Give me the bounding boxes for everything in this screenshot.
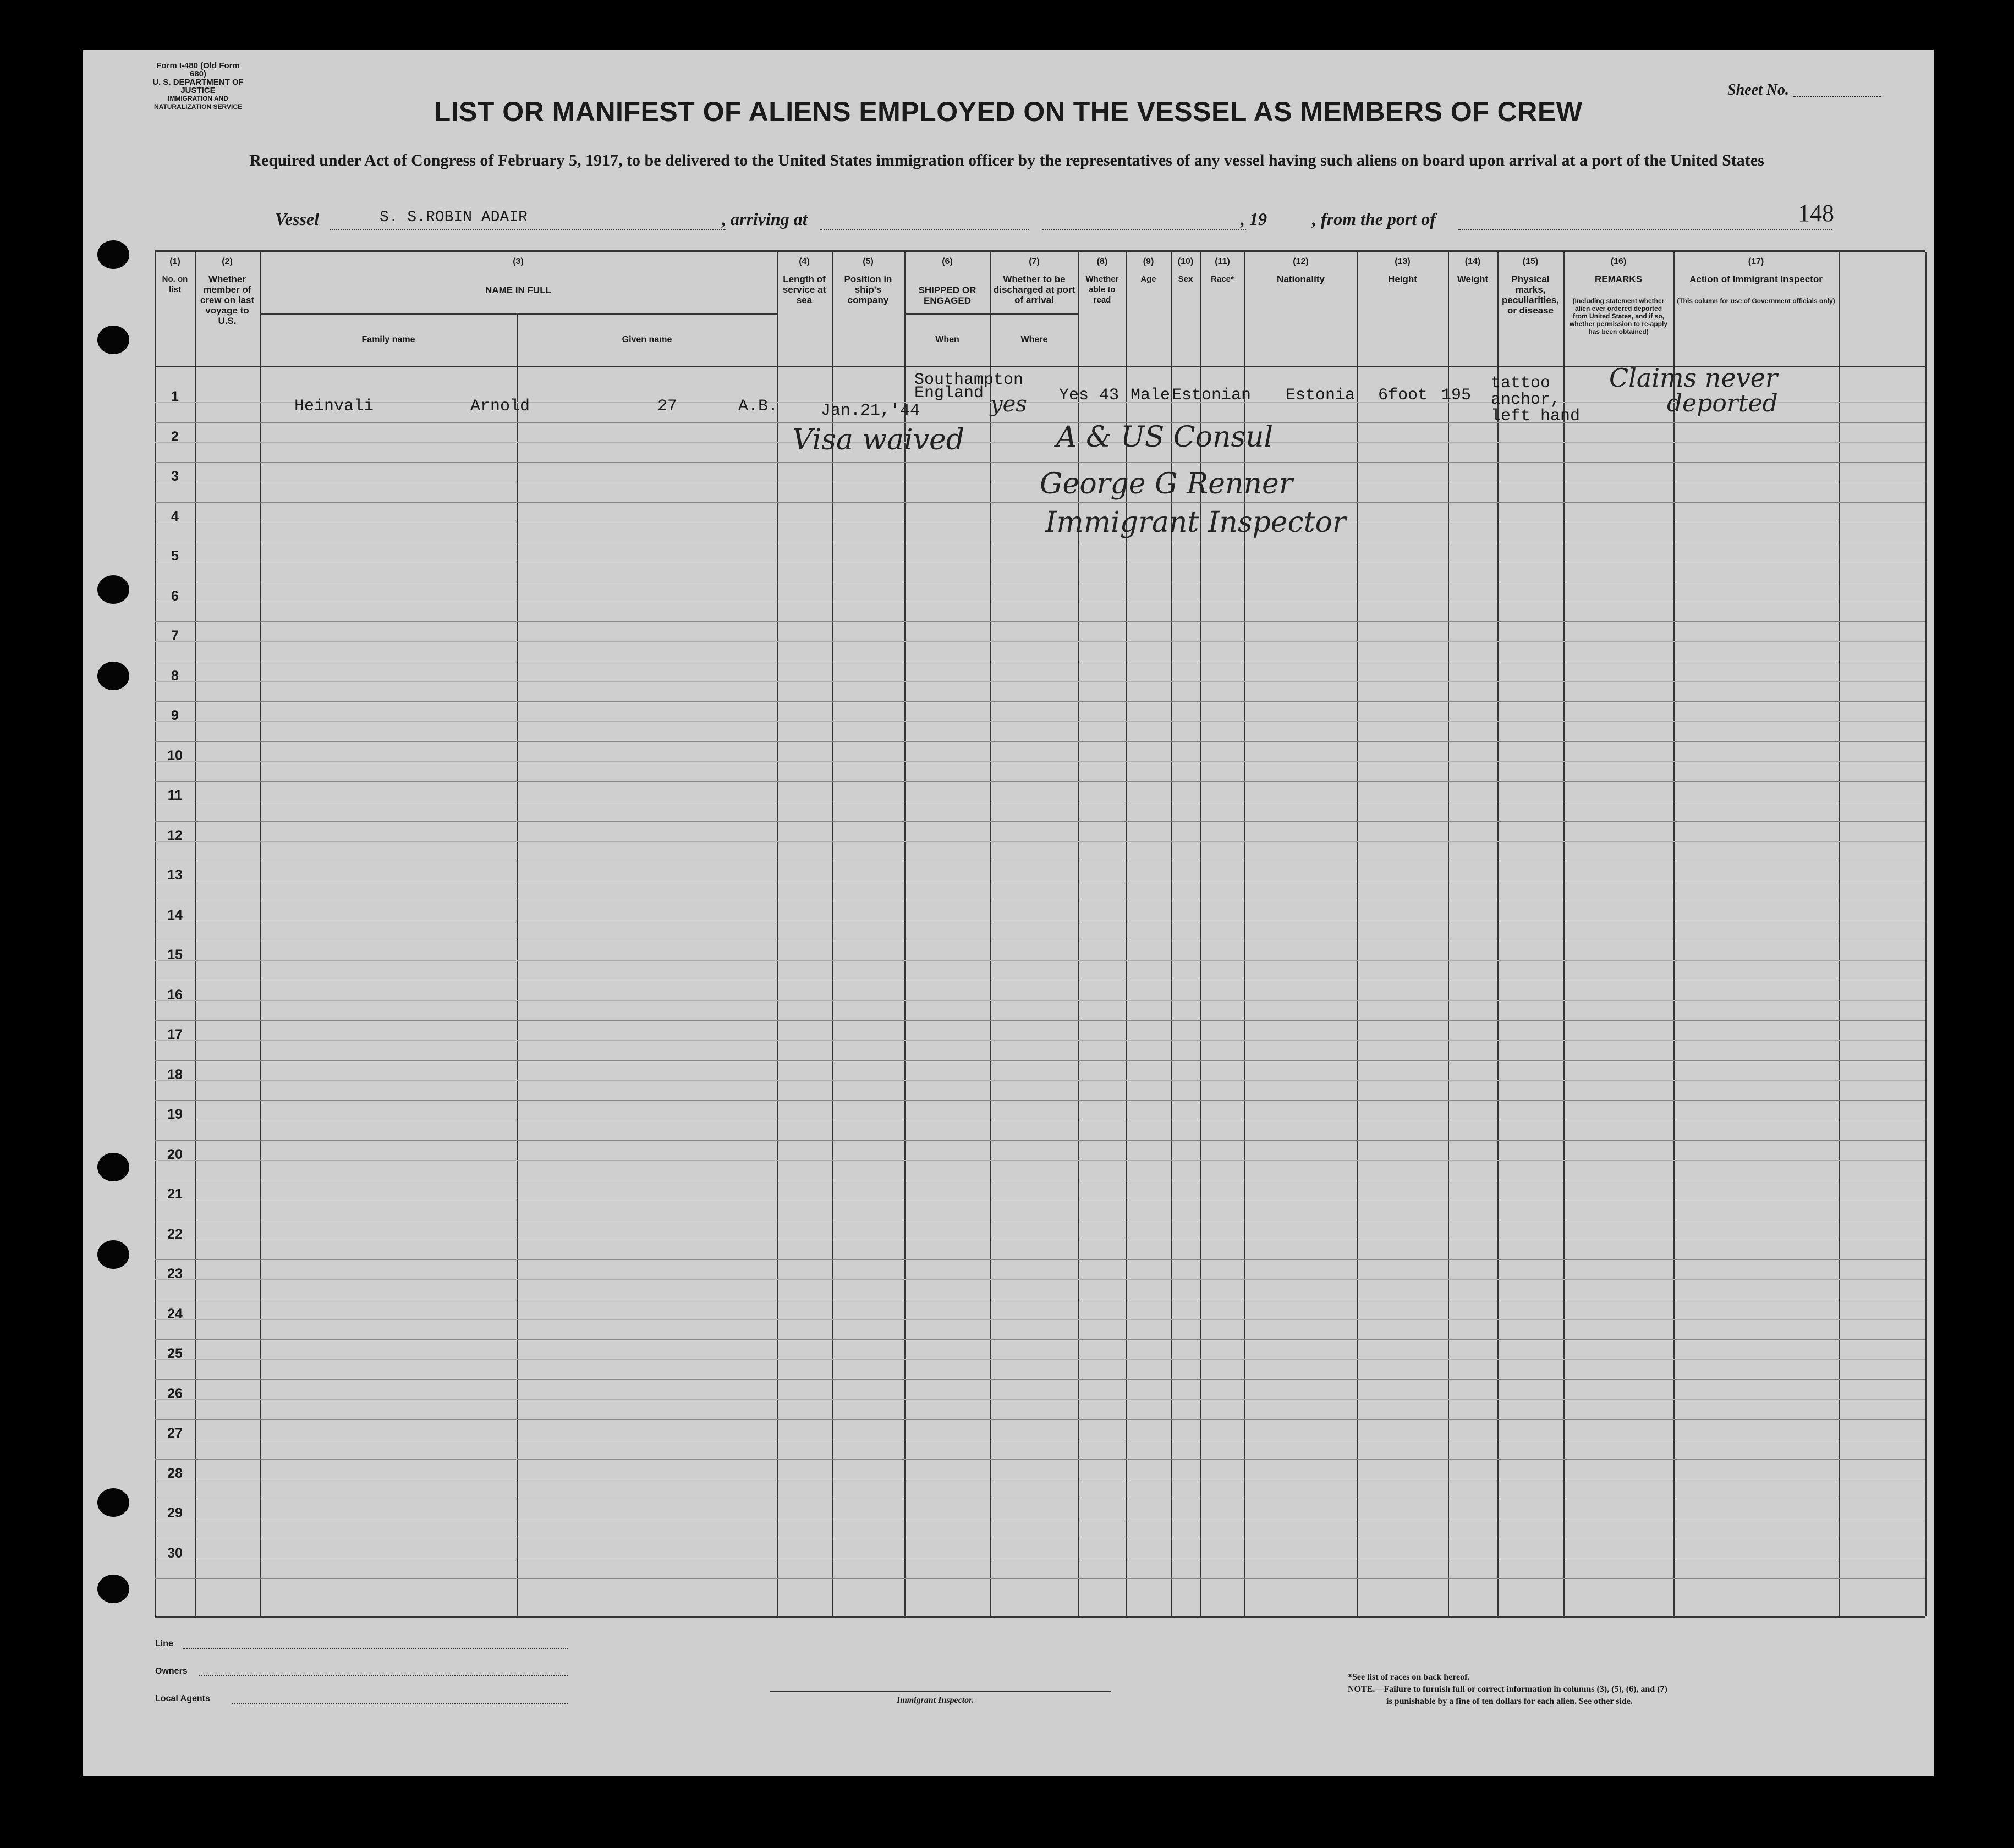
- row-number: 10: [167, 747, 183, 763]
- row-half-rule: [155, 1319, 1925, 1320]
- column-subheader: Given name: [622, 335, 672, 344]
- vessel-name: S. S.ROBIN ADAIR: [380, 209, 528, 226]
- column-header: Height: [1388, 274, 1417, 284]
- row-number: 8: [171, 668, 179, 684]
- column-rule: [1839, 252, 1840, 1616]
- vessel-label: Vessel: [275, 209, 319, 229]
- column-number: (1): [169, 257, 180, 266]
- column-header: Whether member of crew on last voyage to U.S.: [200, 274, 255, 326]
- row-rule: [155, 1339, 1925, 1340]
- year-label: , 19: [1241, 209, 1267, 229]
- entry-where-1: Southampton: [914, 371, 1024, 389]
- entry-sex: Male: [1131, 386, 1171, 405]
- row-half-rule: [155, 1080, 1925, 1081]
- column-rule: [777, 252, 778, 1616]
- footer-owners-line: [199, 1675, 568, 1676]
- row-number: 29: [167, 1505, 183, 1521]
- row-half-rule: [155, 1279, 1925, 1280]
- date-line: [1042, 229, 1246, 230]
- row-number: 21: [167, 1186, 183, 1202]
- row-number: 20: [167, 1146, 183, 1162]
- handwritten-visa-waived: Visa waived: [792, 424, 965, 457]
- row-number: 26: [167, 1385, 183, 1401]
- column-note: (This column for use of Government officials only): [1677, 297, 1835, 305]
- row-rule: [155, 1459, 1925, 1460]
- column-number: (5): [863, 257, 874, 266]
- row-number: 4: [171, 508, 179, 524]
- row-half-rule: [155, 1479, 1925, 1480]
- column-rule: [1448, 252, 1449, 1616]
- entry-weight: 195: [1441, 386, 1472, 405]
- row-rule: [155, 1419, 1925, 1420]
- binder-hole: [97, 1240, 129, 1269]
- row-rule: [155, 821, 1925, 822]
- entry-family-name: Heinvali: [294, 397, 374, 416]
- column-number: (6): [942, 257, 953, 266]
- column-number: (12): [1293, 257, 1309, 266]
- column-header: Action of Immigrant Inspector: [1689, 274, 1823, 284]
- footer-agents-line: [232, 1703, 568, 1704]
- column-subheader: When: [935, 335, 959, 344]
- row-number: 19: [167, 1107, 183, 1122]
- handwritten-inspector-title: Immigrant Inspector: [1045, 506, 1346, 539]
- entry-marks-2: anchor,: [1491, 391, 1561, 409]
- entry-service: 27: [657, 397, 678, 416]
- from-port-label: , from the port of: [1312, 209, 1436, 229]
- column-header: Whether to be discharged at port of arrival: [993, 274, 1075, 305]
- form-number: Form I-480 (Old Form 680): [156, 61, 240, 79]
- column-number: (13): [1395, 257, 1411, 266]
- row-number: 16: [167, 987, 183, 1003]
- column-header: Sex: [1178, 274, 1193, 284]
- vessel-line: [330, 229, 726, 230]
- penalty-note-2: is punishable by a fine of ten dollars for each alien. See other side.: [1386, 1697, 1633, 1706]
- row-number: 3: [171, 469, 179, 484]
- row-half-rule: [155, 681, 1925, 682]
- row-number: 1: [171, 389, 179, 404]
- binder-hole: [97, 326, 129, 354]
- binder-hole: [97, 575, 129, 604]
- binder-hole: [97, 662, 129, 690]
- row-number: 23: [167, 1266, 183, 1282]
- row-number: 11: [167, 788, 183, 803]
- handwritten-inspector-name: George G Renner: [1040, 468, 1293, 501]
- column-number: (2): [222, 257, 233, 266]
- row-rule: [155, 1060, 1925, 1061]
- arriving-line: [820, 229, 1029, 230]
- footer-line-line: [183, 1648, 568, 1649]
- footer-agents-label: Local Agents: [155, 1694, 210, 1703]
- crew-table: [155, 250, 1925, 1618]
- row-number: 24: [167, 1306, 183, 1322]
- column-rule: [1563, 252, 1565, 1616]
- entry-race: Estonian: [1172, 386, 1252, 405]
- row-rule: [155, 462, 1925, 463]
- row-half-rule: [155, 402, 1925, 403]
- entry-remarks-2: deported: [1667, 389, 1778, 417]
- entry-remarks-1: Claims never: [1609, 363, 1777, 393]
- column-rule: [1171, 252, 1172, 1616]
- column-header: Race*: [1211, 274, 1234, 284]
- column-subheader: Where: [1020, 335, 1048, 344]
- row-number: 13: [167, 867, 183, 883]
- penalty-note-1: NOTE.—Failure to furnish full or correct information in columns (3), (5), (6), and (7): [1348, 1685, 1667, 1694]
- entry-given-name: Arnold: [470, 397, 530, 416]
- manifest-sheet: [83, 50, 1934, 1777]
- entry-position: A.B.: [738, 397, 778, 416]
- column-header: No. on list: [162, 274, 188, 294]
- row-rule: [155, 781, 1925, 782]
- column-rule: [1497, 252, 1499, 1616]
- sheet-number: 148: [1798, 200, 1834, 227]
- column-header: Position in ship's company: [844, 274, 892, 305]
- name-sub-divider: [260, 314, 777, 315]
- entry-age: 43: [1099, 386, 1120, 405]
- row-number: 30: [167, 1545, 183, 1561]
- column-rule: [1078, 252, 1079, 1616]
- binder-hole: [97, 240, 129, 269]
- entry-read: Yes: [1059, 386, 1089, 405]
- column-number: (4): [799, 257, 810, 266]
- row-number: 15: [167, 947, 183, 963]
- row-half-rule: [155, 641, 1925, 642]
- department: U. S. DEPARTMENT OF JUSTICE: [152, 78, 244, 95]
- column-header: Age: [1140, 274, 1156, 284]
- column-number: (14): [1464, 257, 1481, 266]
- row-half-rule: [155, 1359, 1925, 1360]
- column-header: REMARKS: [1595, 274, 1642, 284]
- row-number: 5: [171, 548, 179, 564]
- row-half-rule: [155, 442, 1925, 443]
- column-rule: [1925, 252, 1927, 1616]
- row-rule: [155, 1100, 1925, 1101]
- row-number: 9: [171, 708, 179, 723]
- column-header: Whether able to read: [1085, 274, 1119, 305]
- entry-where-2: England: [914, 384, 984, 403]
- column-rule: [1673, 252, 1675, 1616]
- inspector-signature-line: [770, 1691, 1111, 1692]
- column-rule: [155, 252, 156, 1616]
- row-rule: [155, 1379, 1925, 1380]
- column-rule: [1126, 252, 1127, 1616]
- column-number: (16): [1610, 257, 1627, 266]
- row-number: 17: [167, 1027, 183, 1042]
- entry-nationality: Estonia: [1286, 386, 1356, 405]
- entry-height: 6foot: [1378, 386, 1428, 405]
- binder-hole: [97, 1153, 129, 1181]
- service: IMMIGRATION AND NATURALIZATION SERVICE: [153, 95, 242, 111]
- page-subtitle: Required under Act of Congress of February 5, 1917, to be delivered to the United States immigration officer by the representatives of any vessel having such aliens on board upon arrival at a port of the United States: [249, 151, 1764, 169]
- row-number: 27: [167, 1426, 183, 1441]
- column-header: SHIPPED OR ENGAGED: [918, 285, 976, 306]
- row-number: 22: [167, 1226, 183, 1242]
- column-rule: [1357, 252, 1358, 1616]
- sub-column-rule: [517, 314, 518, 1616]
- row-half-rule: [155, 841, 1925, 842]
- entry-when: Jan.21,'44: [821, 402, 920, 420]
- footer-line-label: Line: [155, 1639, 173, 1648]
- column-rule: [195, 252, 196, 1616]
- column-number: (8): [1096, 257, 1108, 266]
- column-header: NAME IN FULL: [485, 285, 551, 295]
- row-number: 25: [167, 1346, 183, 1361]
- row-rule: [155, 1020, 1925, 1021]
- row-half-rule: [155, 721, 1925, 722]
- row-number: 12: [167, 827, 183, 843]
- page-title: LIST OR MANIFEST OF ALIENS EMPLOYED ON THE VESSEL AS MEMBERS OF CREW: [433, 96, 1583, 127]
- column-header: Nationality: [1277, 274, 1325, 284]
- row-half-rule: [155, 960, 1925, 961]
- column-subheader: Family name: [361, 335, 415, 344]
- races-note: *See list of races on back hereof.: [1348, 1673, 1470, 1682]
- column-rule: [904, 252, 906, 1616]
- column-rule: [260, 252, 261, 1616]
- binder-hole: [97, 1575, 129, 1603]
- entry-marks-1: tattoo: [1491, 374, 1551, 393]
- column-number: (7): [1029, 257, 1040, 266]
- row-half-rule: [155, 1000, 1925, 1001]
- sub-column-rule: [990, 314, 991, 1616]
- row-number: 18: [167, 1066, 183, 1082]
- row-half-rule: [155, 1399, 1925, 1400]
- row-number: 14: [167, 907, 183, 923]
- row-rule: [155, 701, 1925, 702]
- column-note: (Including statement whether alien ever ordered deported from United States, and if so, whether permission to re-apply has been obtained): [1569, 297, 1668, 336]
- column-number: (9): [1143, 257, 1154, 266]
- column-number: (11): [1215, 257, 1230, 266]
- inspector-label: Immigrant Inspector.: [897, 1696, 974, 1705]
- column-number: (3): [513, 257, 524, 266]
- row-half-rule: [155, 1040, 1925, 1041]
- row-number: 7: [171, 628, 179, 644]
- row-rule: [155, 1140, 1925, 1141]
- column-rule: [1200, 252, 1201, 1616]
- entry-marks-3: left hand: [1491, 407, 1581, 426]
- binder-hole: [97, 1488, 129, 1517]
- column-number: (10): [1177, 257, 1194, 266]
- row-rule: [155, 741, 1925, 742]
- row-rule: [155, 502, 1925, 503]
- handwritten-consul: A & US Consul: [1056, 421, 1274, 454]
- sheet-no-label: Sheet No.: [1727, 81, 1789, 98]
- column-rule: [832, 252, 833, 1616]
- column-number: (15): [1522, 257, 1539, 266]
- row-half-rule: [155, 761, 1925, 762]
- row-number: 6: [171, 588, 179, 604]
- row-number: 28: [167, 1465, 183, 1481]
- column-header: Weight: [1457, 274, 1489, 284]
- from-port-line: [1458, 229, 1832, 230]
- column-header: Physical marks, peculiarities, or disease: [1502, 274, 1559, 316]
- arriving-label: , arriving at: [722, 209, 808, 229]
- row-number: 2: [171, 428, 179, 444]
- shipped-sub-divider: [904, 314, 1078, 315]
- entry-discharged: yes: [990, 392, 1027, 417]
- footer-owners-label: Owners: [155, 1667, 188, 1676]
- row-rule: [155, 422, 1925, 423]
- column-number: (17): [1748, 257, 1764, 266]
- column-rule: [1244, 252, 1245, 1616]
- column-header: Length of service at sea: [782, 274, 826, 305]
